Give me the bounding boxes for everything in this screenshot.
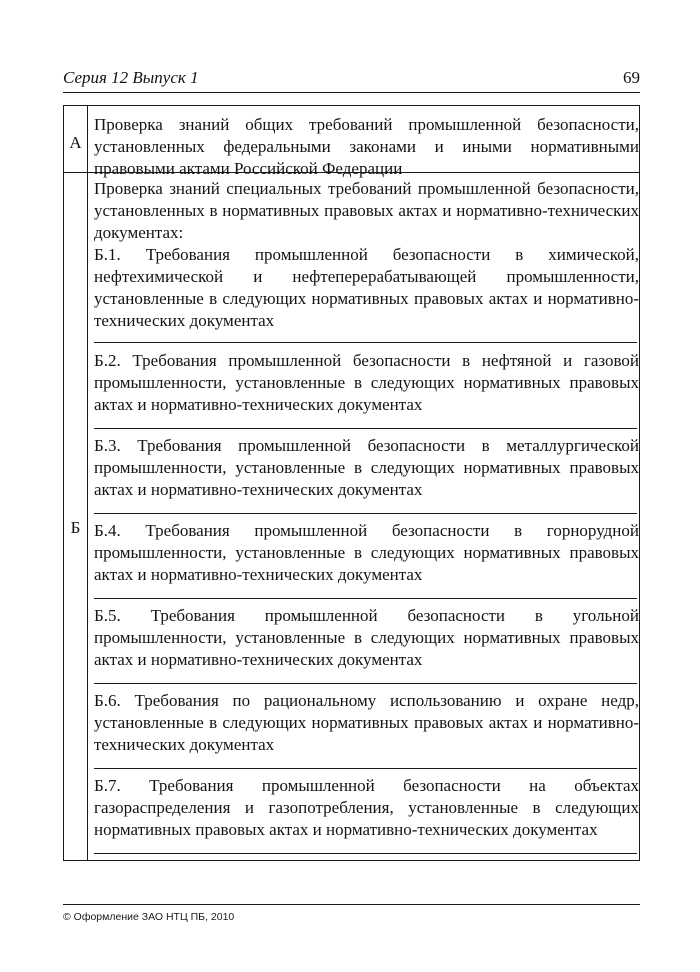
item-b4-fill-line: [94, 598, 637, 599]
row-a-letter: А: [69, 133, 82, 152]
item-b7: Б.7. Требования промышленной безопасности на объектах газораспределения и газопотребления, установленные в следующих нормативных правовых актах и нормативно-технических документах: [94, 776, 639, 839]
item-b4: Б.4. Требования промышленной безопасности в горнорудной промышленности, установленные в следующих нормативных правовых актах и нормативно-технических документах: [94, 521, 639, 584]
item-b1-fill-line: [94, 342, 637, 343]
page-number: 69: [623, 68, 640, 87]
item-b5-fill-line: [94, 683, 637, 684]
requirements-table: [63, 105, 640, 861]
item-b6: Б.6. Требования по рациональному использованию и охране недр, установленные в следующих нормативных правовых актах и нормативно-технических документах: [94, 691, 639, 754]
footer-copyright: © Оформление ЗАО НТЦ ПБ, 2010: [63, 911, 235, 923]
item-b2: Б.2. Требования промышленной безопасности в нефтяной и газовой промышленности, установленные в следующих нормативных правовых актах и нормативно-технических документах: [94, 351, 639, 414]
item-b3-fill-line: [94, 513, 637, 514]
series-title: Серия 12 Выпуск 1: [63, 68, 199, 87]
item-b3: Б.3. Требования промышленной безопасности в металлургической промышленности, установленные в следующих нормативных правовых актах и нормативно-технических документах: [94, 436, 639, 499]
column-divider: [87, 106, 88, 860]
item-b7-fill-line: [94, 853, 637, 854]
page-header: [63, 68, 640, 93]
item-b6-fill-line: [94, 768, 637, 769]
footer-rule: [63, 904, 640, 905]
row-a-text: Проверка знаний общих требований промышленной безопасности, установленных федеральными законами и иными нормативными правовыми актами Российской Федерации: [94, 115, 639, 178]
row-b-intro: Проверка знаний специальных требований промышленной безопасности, установленных в нормативных правовых актах и нормативно-технических документах:: [94, 179, 639, 242]
item-b1: Б.1. Требования промышленной безопасности в химической, нефтехимической и нефтеперерабатывающей промышленности, установленные в следующих нормативных правовых актах и нормативно-технических документах: [94, 245, 639, 330]
item-b2-fill-line: [94, 428, 637, 429]
item-b5: Б.5. Требования промышленной безопасности в угольной промышленности, установленные в следующих нормативных правовых актах и нормативно-технических документах: [94, 606, 639, 669]
row-b-letter: Б: [70, 518, 81, 537]
